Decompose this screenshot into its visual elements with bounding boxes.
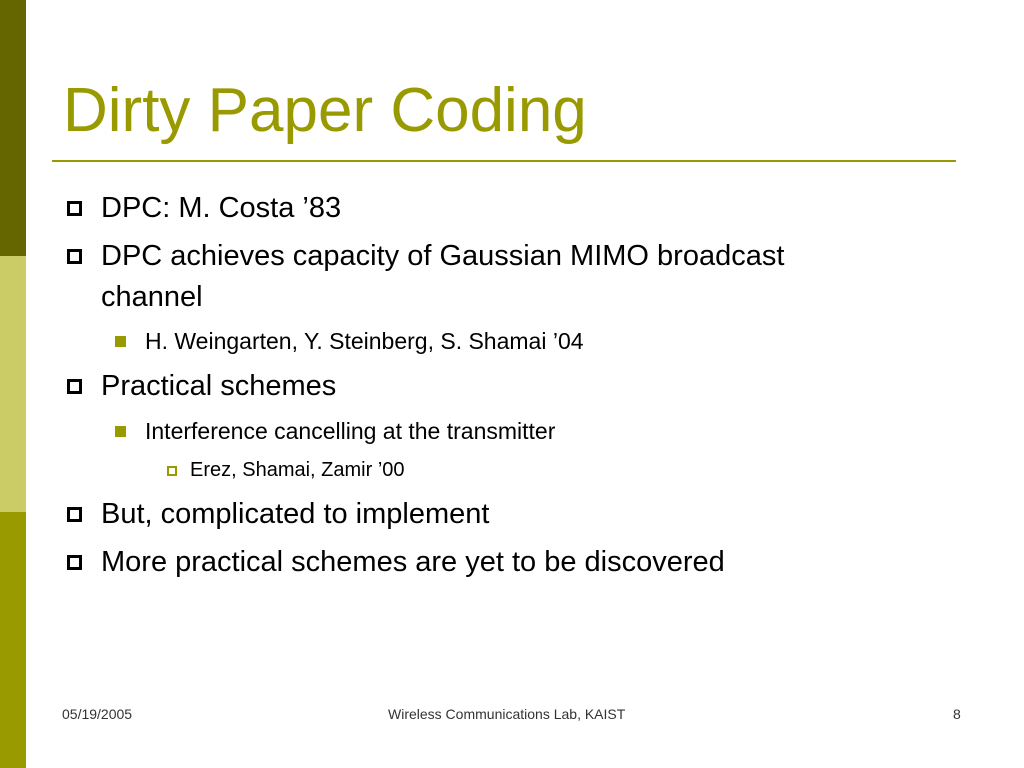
bullet-text: Practical schemes — [101, 370, 337, 402]
hollow-square-bullet-icon — [67, 249, 82, 264]
sub-bullet-item — [145, 326, 584, 356]
bullet-text: H. Weingarten, Y. Steinberg, S. Shamai ’04 — [145, 328, 584, 354]
bullet-text: Erez, Shamai, Zamir ’00 — [190, 459, 405, 481]
sub-sub-bullet-item — [190, 457, 405, 483]
hollow-square-bullet-icon — [67, 507, 82, 522]
bullet-item — [101, 236, 784, 318]
title-underline — [52, 160, 956, 162]
hollow-square-bullet-icon — [67, 379, 82, 394]
footer-date: 05/19/2005 — [62, 706, 133, 722]
filled-square-bullet-icon — [115, 426, 126, 437]
bullet-text: More practical schemes are yet to be discovered — [101, 546, 725, 578]
filled-square-bullet-icon — [115, 336, 126, 347]
bullet-item — [101, 542, 725, 583]
bullet-text: But, complicated to implement — [101, 498, 490, 530]
bullet-item — [101, 494, 489, 535]
side-bar-dark-segment — [0, 0, 26, 256]
bullet-text-line: channel — [101, 281, 203, 313]
side-bar-olive-segment — [0, 512, 26, 768]
footer-organization: Wireless Communications Lab, KAIST — [388, 706, 626, 722]
hollow-square-bullet-icon — [167, 466, 177, 476]
bullet-text: Interference cancelling at the transmitter — [145, 418, 556, 444]
sub-bullet-item — [145, 416, 555, 446]
side-bar-light-segment — [0, 256, 26, 512]
bullet-item — [101, 188, 341, 229]
slide-title: Dirty Paper Coding — [63, 76, 587, 145]
footer-page-number: 8 — [953, 706, 961, 722]
bullet-item — [101, 366, 336, 407]
hollow-square-bullet-icon — [67, 555, 82, 570]
bullet-text-line: DPC achieves capacity of Gaussian MIMO broadcast — [101, 240, 785, 272]
bullet-text: DPC: M. Costa ’83 — [101, 192, 342, 224]
hollow-square-bullet-icon — [67, 201, 82, 216]
